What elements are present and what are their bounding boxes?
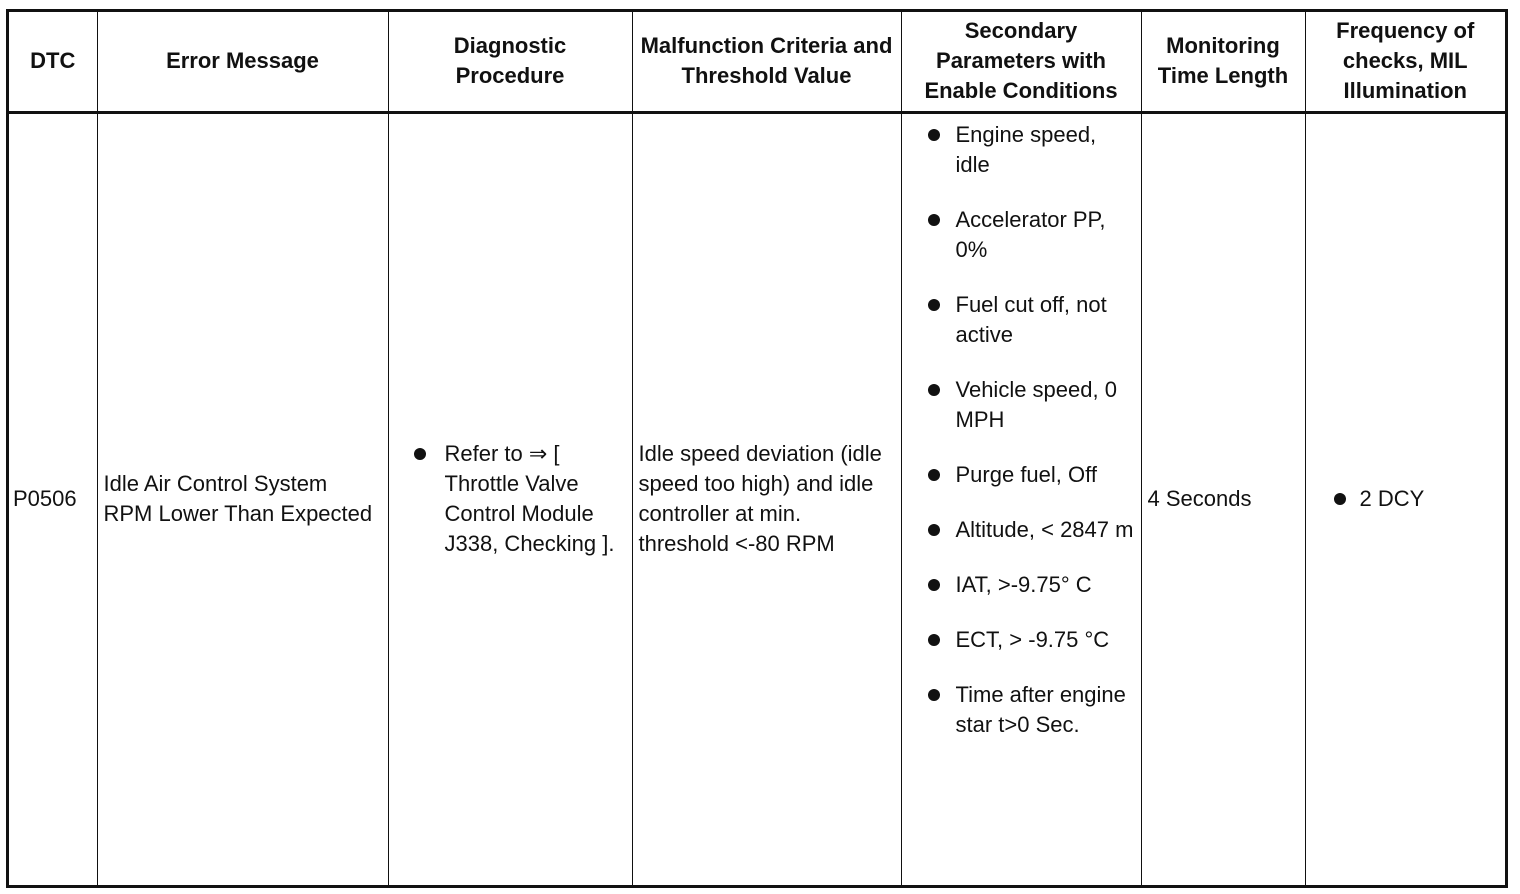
- procedure-list: [395, 439, 626, 559]
- list-item: [908, 680, 1135, 740]
- cell-monitoring-time: 4 Seconds: [1141, 112, 1305, 885]
- table-row: [9, 112, 1505, 885]
- cell-malfunction-criteria: Idle speed deviation (idle speed too high) and idle controller at min. threshold <-80 RPM: [632, 112, 901, 885]
- dtc-table-frame: [6, 9, 1508, 888]
- bullet-icon: [928, 579, 940, 591]
- bullet-icon: [928, 129, 940, 141]
- parameter-text: Time after engine star t>0 Sec.: [955, 681, 1126, 737]
- list-item: [908, 290, 1135, 350]
- frequency-text: 2 DCY: [1359, 486, 1425, 512]
- parameter-text: Purge fuel, Off: [955, 461, 1097, 487]
- bullet-icon: [928, 634, 940, 646]
- list-item: [395, 439, 626, 559]
- header-dtc: DTC: [9, 12, 97, 112]
- bullet-icon: [928, 384, 940, 396]
- list-item: [908, 120, 1135, 180]
- bullet-icon: [928, 299, 940, 311]
- header-monitoring-time: Monitoring Time Length: [1141, 12, 1305, 112]
- header-error-message: Error Message: [97, 12, 388, 112]
- dtc-table: [9, 12, 1505, 885]
- parameter-text: ECT, > -9.75 °C: [955, 626, 1110, 652]
- secondary-parameters-list: [908, 120, 1135, 740]
- list-item: [908, 375, 1135, 435]
- header-malfunction-criteria: Malfunction Criteria and Threshold Value: [632, 12, 901, 112]
- parameter-text: Engine speed, idle: [955, 121, 1097, 177]
- cell-frequency: [1305, 112, 1505, 885]
- parameter-text: Vehicle speed, 0 MPH: [955, 376, 1117, 432]
- list-item: [908, 460, 1135, 490]
- header-frequency: Frequency of checks, MIL Illumination: [1305, 12, 1505, 112]
- bullet-icon: [414, 448, 426, 460]
- list-item: [908, 625, 1135, 655]
- parameter-text: IAT, >-9.75° C: [955, 571, 1092, 597]
- parameter-text: Altitude, < 2847 m: [955, 516, 1134, 542]
- bullet-icon: [928, 524, 940, 536]
- list-item: [908, 515, 1135, 545]
- bullet-icon: [1334, 493, 1346, 505]
- procedure-text: Refer to ⇒ [ Throttle Valve Control Module J338, Checking ].: [444, 441, 615, 557]
- cell-dtc: P0506: [9, 112, 97, 885]
- header-diagnostic-procedure: Diagnostic Procedure: [388, 12, 632, 112]
- cell-error-message: Idle Air Control System RPM Lower Than Expected: [97, 112, 388, 885]
- list-item: [908, 570, 1135, 600]
- bullet-icon: [928, 469, 940, 481]
- list-item: [1312, 484, 1500, 514]
- parameter-text: Accelerator PP, 0%: [955, 206, 1106, 262]
- list-item: [908, 205, 1135, 265]
- cell-diagnostic-procedure: [388, 112, 632, 885]
- frequency-list: [1312, 484, 1500, 514]
- bullet-icon: [928, 214, 940, 226]
- cell-secondary-parameters: [901, 112, 1141, 885]
- parameter-text: Fuel cut off, not active: [955, 291, 1107, 347]
- header-secondary-parameters: Secondary Parameters with Enable Conditions: [901, 12, 1141, 112]
- header-row: [9, 12, 1505, 112]
- bullet-icon: [928, 689, 940, 701]
